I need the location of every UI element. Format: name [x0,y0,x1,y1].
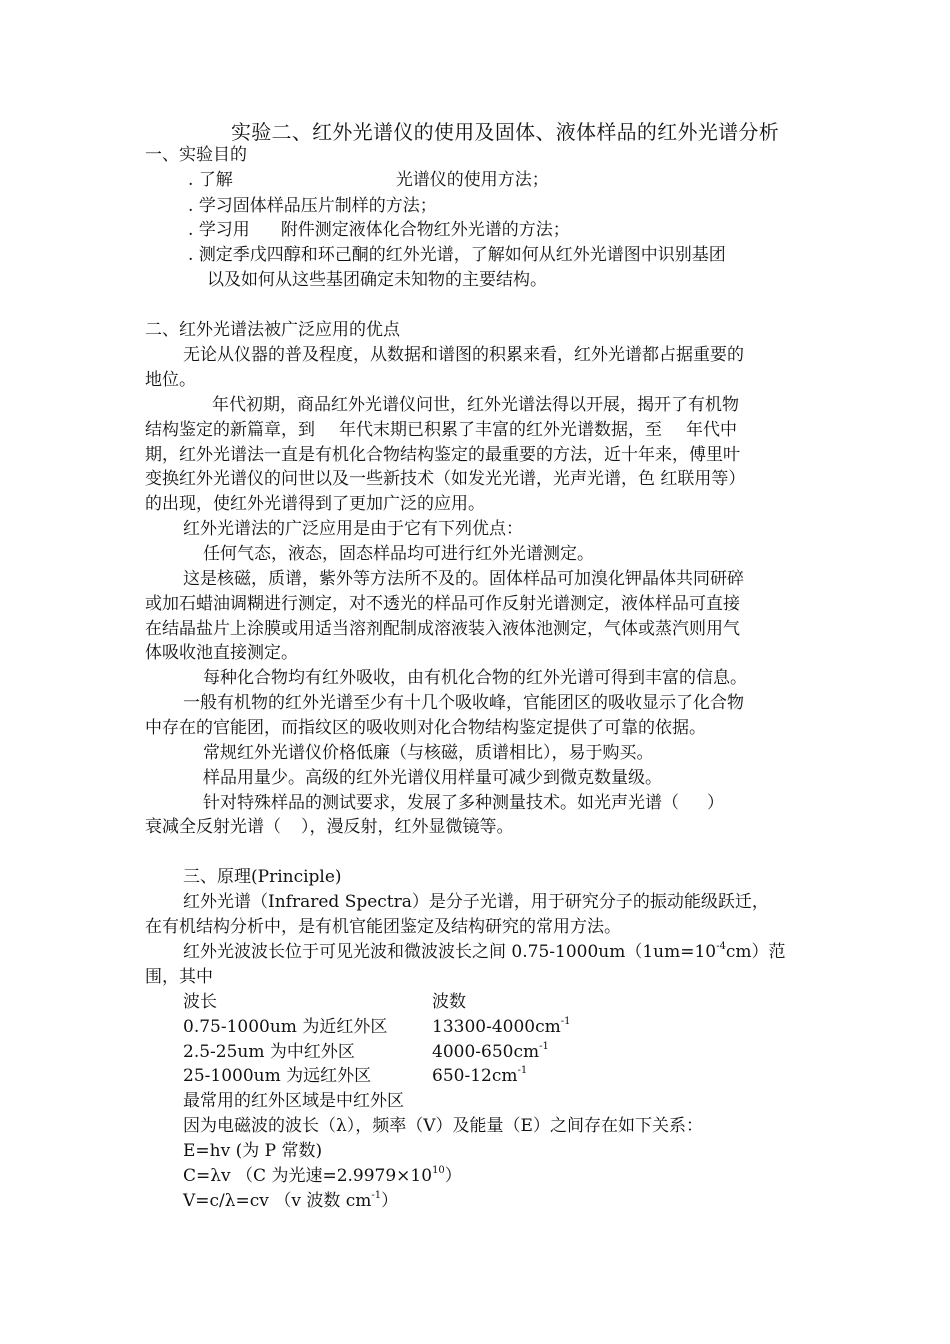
paragraph-line: 常规红外光谱仪价格低廉（与核磁，质谱相比），易于购买。 [203,743,654,763]
paragraph-line: 红外光谱（Infrared Spectra）是分子光谱，用于研究分子的振动能级跃迁， [183,892,769,912]
paragraph-line: 的出现，使红外光谱得到了更加广泛的应用。 [145,494,485,514]
list-item: . 学习固体样品压片制样的方法； [188,196,437,216]
page-title: 实验二、红外光谱仪的使用及固体、液体样品的红外光谱分析 [230,120,780,144]
paragraph-line: 因为电磁波的波长（λ），频率（V）及能量（E）之间存在如下关系： [183,1116,703,1136]
list-item: . 了解 光谱仪的使用方法； [188,170,549,190]
equation: C=λv （C 为光速$=2.9979\times 10^{10}$） [183,1165,462,1186]
section-heading-advantages: 二、红外光谱法被广泛应用的优点 [145,320,400,340]
list-item-continuation: 以及如何从这些基团确定未知物的主要结构。 [207,270,547,290]
paragraph-line: 每种化合物均有红外吸收，由有机化合物的红外光谱可得到丰富的信息。 [203,668,747,688]
paragraph-line: 地位。 [145,370,196,390]
paragraph-line: 衰减全反射光谱（ ），漫反射，红外显微镜等。 [145,817,514,837]
list-item: . 测定季戊四醇和环己酮的红外光谱，了解如何从红外光谱图中识别基团 [188,245,726,265]
paragraph-line: 中存在的官能团，而指纹区的吸收则对化合物结构鉴定提供了可靠的依据。 [145,718,706,738]
paragraph-line: 体吸收池直接测定。 [145,643,298,663]
table-header-wavenumber: 波数 [432,992,466,1012]
paragraph-line: 一般有机物的红外光谱至少有十几个吸收峰，官能团区的吸收显示了化合物 [183,693,744,713]
section-heading-objectives: 一、实验目的 [145,145,247,165]
paragraph-line: 无论从仪器的普及程度，从数据和谱图的积累来看，红外光谱都占据重要的 [183,345,744,365]
paragraph-line: 红外光波波长位于可见光波和微波波长之间 $0.75-1000um(1um=10^{-4}cm)$范 [183,941,786,962]
table-header-wavelength: 波长 [183,992,217,1012]
table-row: 2.5-25um 为中红外区 [183,1042,355,1062]
equation: E=hv (为 P 常数) [183,1141,323,1161]
table-row: 25-1000um 为远红外区 [183,1066,372,1086]
section-heading-principle: 三、原理(Principle) [183,867,342,887]
paragraph-line: 在有机结构分析中，是有机官能团鉴定及结构研究的常用方法。 [145,917,621,937]
paragraph-line: 在结晶盐片上涂膜或用适当溶剂配制成溶液装入液体池测定，气体或蒸汽则用气 [145,619,740,639]
table-cell: $650-12cm^{-1}$ [432,1065,528,1086]
paragraph-line: 针对特殊样品的测试要求，发展了多种测量技术。如光声光谱（ ） [203,793,724,813]
paragraph-line: 样品用量少。高级的红外光谱仪用样量可减少到微克数量级。 [203,768,662,788]
paragraph-line: 结构鉴定的新篇章，到 年代末期已积累了丰富的红外光谱数据，至 年代中 [145,420,737,440]
table-cell: $4000-650cm^{-1}$ [432,1041,549,1062]
paragraph-line: 红外光谱法的广泛应用是由于它有下列优点： [183,519,523,539]
paragraph-line: 或加石蜡油调糊进行测定，对不透光的样品可作反射光谱测定，液体样品可直接 [145,594,740,614]
paragraph-line: 围，其中 [145,967,213,987]
table-row: 0.75-1000um 为近红外区 [183,1017,388,1037]
table-cell: $13300-4000cm^{-1}$ [432,1016,571,1037]
paragraph-line: 变换红外光谱仪的问世以及一些新技术（如发光光谱，光声光谱，色 红联用等） [145,469,746,489]
paragraph-line: 期，红外光谱法一直是有机化合物结构鉴定的最重要的方法，近十年来，傅里叶 [145,445,740,465]
list-item: . 学习用 附件测定液体化合物红外光谱的方法； [188,220,570,240]
paragraph-line: 年代初期，商品红外光谱仪问世，红外光谱法得以开展，揭开了有机物 [212,395,739,415]
paragraph-line: 这是核磁，质谱，紫外等方法所不及的。固体样品可加溴化钾晶体共同研碎 [183,569,744,589]
equation: V=c/λ=cv （v 波数 $cm^{-1}$） [183,1190,399,1211]
paragraph-line: 任何气态，液态，固态样品均可进行红外光谱测定。 [203,544,594,564]
paragraph-line: 最常用的红外区域是中红外区 [183,1091,404,1111]
